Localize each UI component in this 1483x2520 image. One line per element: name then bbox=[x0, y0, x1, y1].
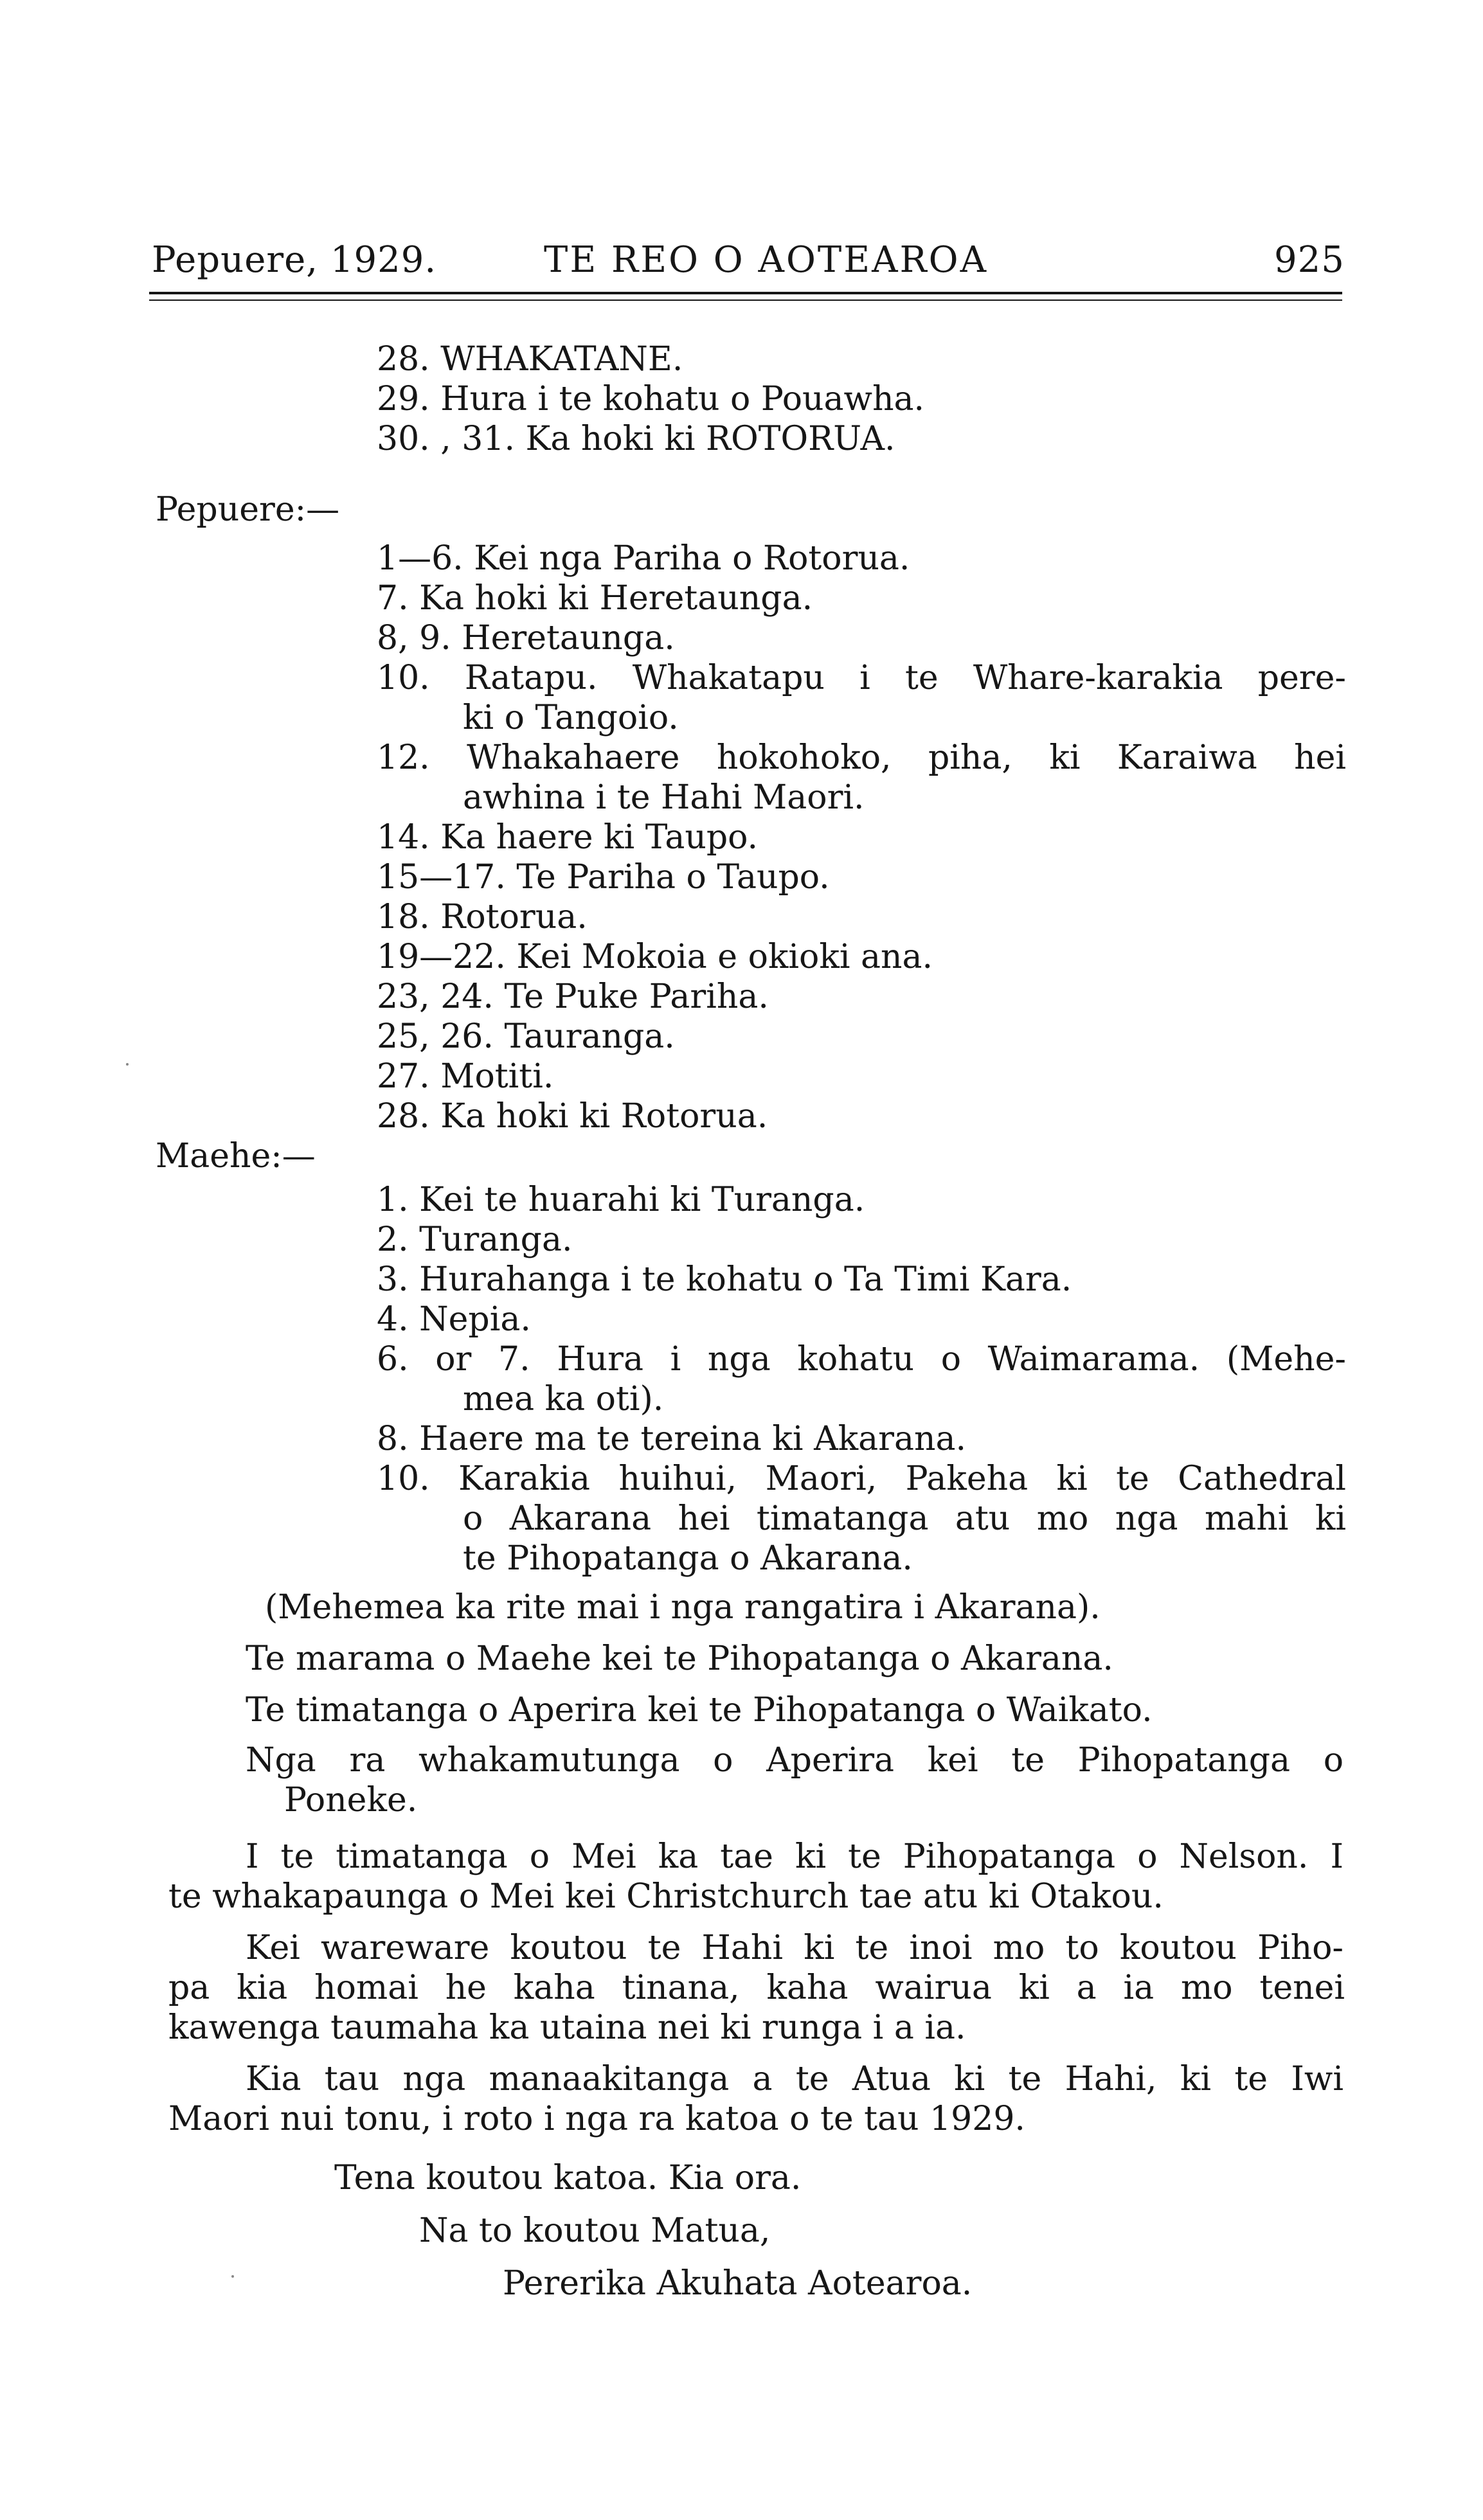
schedule-entry: 28. WHAKATANE. bbox=[377, 340, 683, 379]
paper-speck bbox=[126, 1063, 129, 1066]
note-line: Te marama o Maehe kei te Pihopatanga o Akarana. bbox=[246, 1640, 1113, 1678]
schedule-entry: 3. Hurahanga i te kohatu o Ta Timi Kara. bbox=[377, 1260, 1072, 1299]
schedule-entry: 12. Whakahaere hokohoko, piha, ki Karaiwa hei bbox=[377, 738, 1346, 777]
schedule-entry: 27. Motiti. bbox=[377, 1057, 554, 1096]
schedule-entry-continuation: ki o Tangoio. bbox=[463, 699, 679, 737]
schedule-entry: 7. Ka hoki ki Heretaunga. bbox=[377, 579, 813, 618]
header-page-number: 925 bbox=[1274, 239, 1345, 281]
closing-from: Na to koutou Matua, bbox=[419, 2212, 771, 2250]
schedule-entry: 2. Turanga. bbox=[377, 1220, 573, 1259]
schedule-entry: 19—22. Kei Mokoia e okioki ana. bbox=[377, 938, 933, 976]
schedule-entry: 4. Nepia. bbox=[377, 1300, 531, 1339]
paragraph-line: te whakapaunga o Mei kei Christchurch tae atu ki Otakou. bbox=[168, 1877, 1164, 1916]
note-line: Te timatanga o Aperira kei te Pihopatanga o Waikato. bbox=[246, 1691, 1153, 1729]
schedule-entry: 10. Ratapu. Whakatapu i te Whare-karakia pere- bbox=[377, 659, 1346, 697]
schedule-entry: 30. , 31. Ka hoki ki ROTORUA. bbox=[377, 420, 895, 458]
schedule-entry: 8, 9. Heretaunga. bbox=[377, 619, 675, 657]
schedule-entry: 1. Kei te huarahi ki Turanga. bbox=[377, 1181, 865, 1219]
note-line: Nga ra whakamutunga o Aperira kei te Pihopatanga o bbox=[246, 1741, 1344, 1780]
paper-speck bbox=[231, 2275, 234, 2278]
header-publication-title: TE REO O AOTEAROA bbox=[544, 239, 989, 281]
paragraph-line: I te timatanga o Mei ka tae ki te Pihopatanga o Nelson. I bbox=[246, 1837, 1344, 1876]
schedule-entry: 10. Karakia huihui, Maori, Pakeha ki te Cathedral bbox=[377, 1460, 1346, 1498]
schedule-entry: 18. Rotorua. bbox=[377, 898, 588, 936]
schedule-entry-continuation: awhina i te Hahi Maori. bbox=[463, 778, 865, 817]
header-rule-thin bbox=[149, 299, 1342, 301]
note-line: (Mehemea ka rite mai i nga rangatira i Akarana). bbox=[265, 1588, 1101, 1627]
schedule-entry: 8. Haere ma te tereina ki Akarana. bbox=[377, 1420, 967, 1458]
closing-greeting: Tena koutou katoa. Kia ora. bbox=[334, 2159, 802, 2197]
paragraph-line: pa kia homai he kaha tinana, kaha wairua ki a ia mo tenei bbox=[168, 1969, 1345, 2007]
schedule-entry: 6. or 7. Hura i nga kohatu o Waimarama. (Mehe- bbox=[377, 1340, 1346, 1379]
schedule-entry: 14. Ka haere ki Taupo. bbox=[377, 818, 759, 857]
month-label-february: Pepuere:— bbox=[156, 490, 340, 529]
schedule-entry-continuation: mea ka oti). bbox=[463, 1380, 664, 1418]
month-label-march: Maehe:— bbox=[156, 1137, 316, 1175]
schedule-entry-continuation: te Pihopatanga o Akarana. bbox=[463, 1539, 913, 1578]
paragraph-line: Kia tau nga manaakitanga a te Atua ki te Hahi, ki te Iwi bbox=[246, 2060, 1344, 2098]
note-line-continuation: Poneke. bbox=[284, 1781, 418, 1819]
schedule-entry: 29. Hura i te kohatu o Pouawha. bbox=[377, 380, 925, 418]
schedule-entry: 1—6. Kei nga Pariha o Rotorua. bbox=[377, 539, 910, 578]
schedule-entry-continuation: o Akarana hei timatanga atu mo nga mahi ki bbox=[463, 1499, 1346, 1538]
schedule-entry: 28. Ka hoki ki Rotorua. bbox=[377, 1097, 768, 1136]
paragraph-line: Kei wareware koutou te Hahi ki te inoi mo to koutou Piho- bbox=[246, 1929, 1344, 1967]
header-date: Pepuere, 1929. bbox=[152, 239, 437, 281]
paragraph-line: Maori nui tonu, i roto i nga ra katoa o te tau 1929. bbox=[168, 2100, 1025, 2138]
paragraph-line: kawenga taumaha ka utaina nei ki runga i a ia. bbox=[168, 2008, 966, 2047]
schedule-entry: 25, 26. Tauranga. bbox=[377, 1017, 675, 1056]
header-rule-thick bbox=[149, 292, 1342, 294]
schedule-entry: 23, 24. Te Puke Pariha. bbox=[377, 978, 769, 1016]
signature: Pererika Akuhata Aotearoa. bbox=[503, 2264, 973, 2303]
schedule-entry: 15—17. Te Pariha o Taupo. bbox=[377, 858, 830, 897]
